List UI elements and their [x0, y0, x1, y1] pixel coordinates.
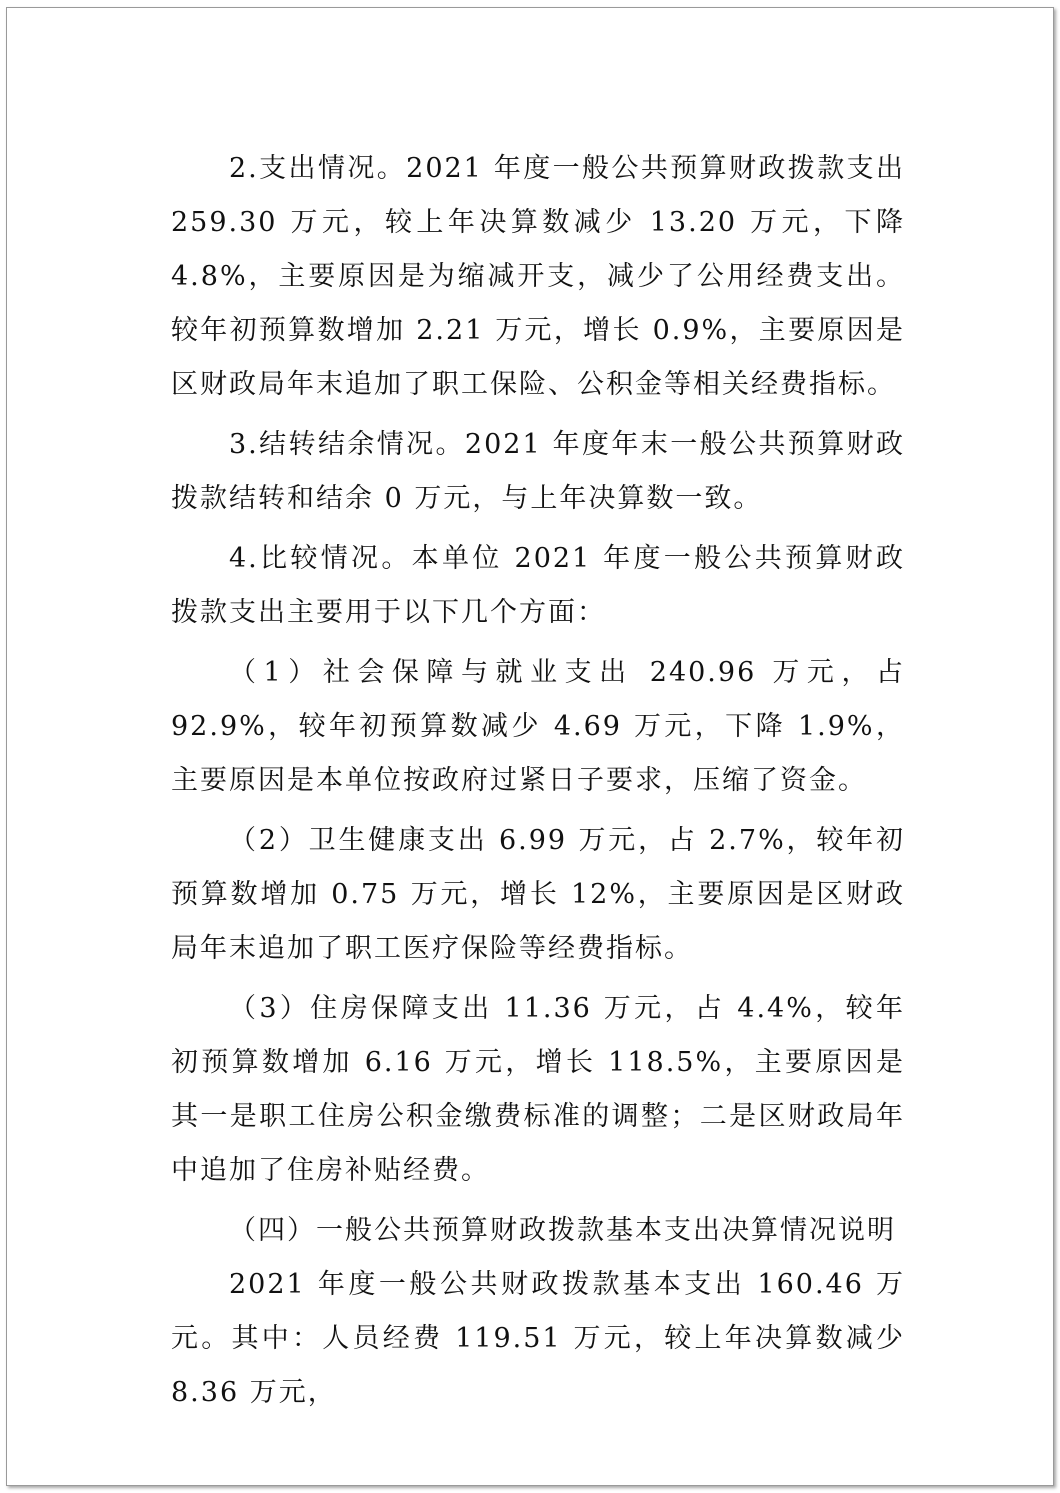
document-page — [6, 7, 1054, 1486]
paragraph-social-security: （1）社会保障与就业支出 240.96 万元，占 92.9%，较年初预算数减少 4.69 万元，下降 1.9%，主要原因是本单位按政府过紧日子要求，压缩了资金。 — [171, 657, 905, 796]
document-body — [171, 142, 905, 1420]
paragraph-expenditure: 2.支出情况。2021 年度一般公共预算财政拨款支出 259.30 万元，较上年决算数减少 13.20 万元，下降 4.8%，主要原因是为缩减开支，减少了公用经费支出。较年初预算数增加 2.21 万元，增长 0.9%，主要原因是区财政局年末追加了职工保险、公积金等相关经费指标。 — [171, 153, 905, 400]
paragraph-housing: （3）住房保障支出 11.36 万元，占 4.4%，较年初预算数增加 6.16 万元，增长 118.5%，主要原因是其一是职工住房公积金缴费标准的调整；二是区财政局年中追加了住房补贴经费。 — [171, 993, 905, 1186]
paragraph-health: （2）卫生健康支出 6.99 万元，占 2.7%，较年初预算数增加 0.75 万元，增长 12%，主要原因是区财政局年末追加了职工医疗保险等经费指标。 — [171, 825, 905, 964]
paragraph-comparison: 4.比较情况。本单位 2021 年度一般公共预算财政拨款支出主要用于以下几个方面： — [171, 543, 905, 628]
paragraph-carryover: 3.结转结余情况。2021 年度年末一般公共预算财政拨款结转和结余 0 万元，与上年决算数一致。 — [171, 429, 905, 514]
paragraph-basic-expenditure: 2021 年度一般公共财政拨款基本支出 160.46 万元。其中：人员经费 119.51 万元，较上年决算数减少 8.36 万元， — [171, 1269, 905, 1408]
section-heading-basic-expenditure: （四）一般公共预算财政拨款基本支出决算情况说明 — [229, 1215, 896, 1246]
